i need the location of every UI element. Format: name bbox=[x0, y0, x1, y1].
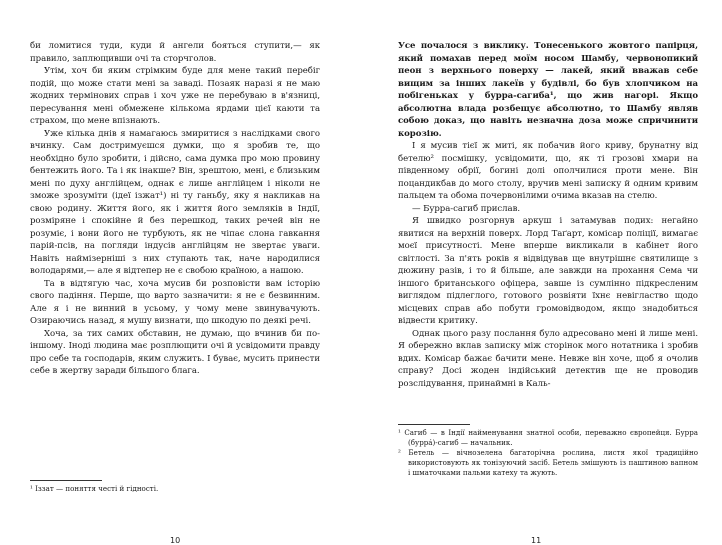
paragraph: Утім, хоч би яким стрімким буде для мене такий перебіг подій, що може стати мені за заваді. Позаяк наразі я не маю жодних термінових справ і хоч уже не перебуваю в в'язниці, пересування мені обмежене кількома ярдами цієї каюти та страхом, що мене впізнають. bbox=[30, 66, 320, 126]
left-page-body bbox=[30, 40, 320, 378]
footnote: ¹ Іззат — поняття честі й гідності. bbox=[30, 484, 159, 493]
paragraph: Я швидко розгорнув аркуш і затамував подих: негайно явитися на верхній поверх. Лорд Таґарт, комісар поліції, вимагає моєї присутності. Мене вперше викликали в кабінет його світлості. За п'ять років я відвідував ще внутрішнє святилище з дюжину разів, і то й більше, але завжди на прохання Сема чи іншого британського офіцера, завше із сумлінно підкресленим виглядом підлеглого, готового розвіяти їхнє невігластво щодо місцевих справ або побути громовідводом, якщо знадобиться відвести критику. bbox=[398, 216, 698, 326]
right-page bbox=[398, 40, 698, 545]
footnote: ² Бетель — вічнозелена багаторічна рослина, листя якої традиційно використовують як тонізуючий засіб. Бетель змішують із паштиною вапном і шматочками пальми катеху та жують. bbox=[398, 448, 698, 477]
footnote-divider bbox=[398, 424, 470, 425]
right-footnotes bbox=[398, 428, 698, 478]
paragraph: Уже кілька днів я намагаюсь змиритися з наслідками свого вчинку. Сам достримуєшся думки, що я зробив те, що необхідно було зробити, і дійсно, сама думка про мою провину бентежить його. Та і як інакше? Він, зрештою, мені, є близьким мені по духу англійцем, однак є лише англійцем і ніколи не зможе зрозуміти (ідеї ізжат¹) ні ту ганьбу, яку я накликав на свою родину. Життя його, як і життя його земляків в Індії, розміряне і спокійне й без перешкод, таких речей він не розуміє, і вони його не турбують, як не чіпає слона гавкання парій-псів, на погляди індусів англійцям не звертає уваги. Навіть наймізерніші з них ступають так, наче народилися володарями,— але я відтепер не є свобою країною, а нашою. bbox=[30, 128, 320, 276]
paragraph: І я мусив тієї ж миті, як побачив його криву, брунатну від бетелю² посмішку, усвідомити, що, як ті грозові хмари на південному обрії, богині долі ополчилися проти мене. Він поцандикбав до мого столу, вручив мені записку й одним кривим пальцем та обома почервонілими очима вказав на стелю. bbox=[398, 141, 698, 201]
right-page-body bbox=[398, 40, 698, 390]
page-number: 11 bbox=[531, 536, 542, 545]
paragraph: — Бурра-сагиб прислав. bbox=[412, 203, 521, 214]
left-footnotes bbox=[30, 484, 320, 494]
paragraph: Хоча, за тих самих обставин, не думаю, що вчинив би по-іншому. Іноді людина має розплющити очі й усвідомити правду про себе та господарів, яким служить. І буває, мусить принести себе в жертву заради більшого блага. bbox=[30, 328, 320, 376]
paragraph: Усе почалося з виклику. Тонесенького жовтого папірця, який помахав перед моїм носом Шамбу, червонопикий пеон з верхнього поверху — лакей, який вважав себе вищим за інших лакеїв у будівлі, бо був хлопчиком на побігеньках у бурра-сагиба¹, що жив нагорі. Якщо абсолютна влада розбещує абсолютно, то Шамбу являв собою доказ, що навіть незначна доза може спричинити корозію. bbox=[398, 41, 698, 139]
paragraph: Та в відтягую час, хоча мусив би розповісти вам історію свого падіння. Перше, що варто зазначити: я не є безвинним. Але я і не винний в усьому, у чому мене звинувачують. Озираючись назад, я мушу визнати, що шкодую по деякі речі. bbox=[30, 278, 320, 326]
footnote-divider bbox=[30, 480, 102, 481]
paragraph: Однак цього разу послання було адресовано мені й лише мені. Я обережно вклав записку між сторінок мого нотатника і зробив вдих. Комісар бажає бачити мене. Невже він хоче, щоб я очолив справу? Досі жоден індійський детектив ще не проводив розслідування, принаймні в Каль- bbox=[398, 328, 698, 389]
left-page bbox=[30, 40, 320, 545]
page-number: 10 bbox=[170, 536, 181, 545]
paragraph: би ломитися туди, куди й ангели бояться ступити,— як правило, заплющивши очі та сторчголов. bbox=[30, 41, 320, 64]
footnote: ¹ Сагиб — в Індії найменування знатної особи, переважно європейця. Бурра (буррá)-сагиб — начальник. bbox=[398, 428, 698, 447]
